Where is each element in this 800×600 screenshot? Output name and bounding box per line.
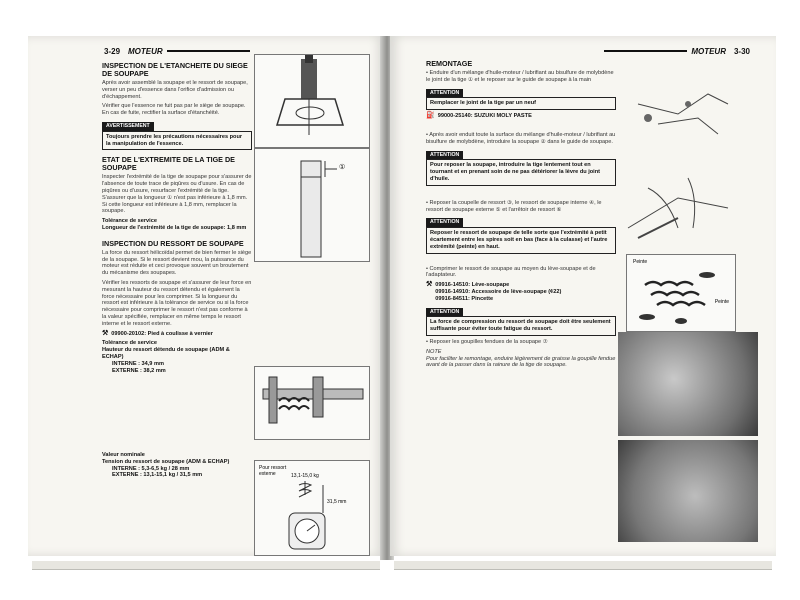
paragraph: Après avoir assemblé la soupape et le ressort de soupape, verser un peu d'essence dans l'orifice d'admission ou d'échappement. [102, 80, 248, 100]
nominal-internal: INTERNE : 5,3-6,5 kg / 28 mm [112, 465, 190, 472]
bullet-step: • Enduire d'un mélange d'huile-moteur / lubrifiant au bisulfure de molybdène le joint de la tige ① et le reposer sur le guide de soupape à la main [426, 70, 616, 84]
caliper-illustration [255, 367, 369, 439]
lubricant-text: 99000-25140: SUZUKI MOLY PASTE [437, 113, 532, 120]
tool-text: 09916-84511: Pincette [435, 295, 494, 302]
gauge-length: 31,5 mm [327, 499, 347, 505]
left-text-column [102, 58, 252, 377]
figure-stem-end [254, 148, 370, 262]
bullet-step: • Comprimer le ressort de soupape au moyen du lève-soupape et de l'adaptateur. [426, 266, 616, 280]
photo-cotter-install [618, 440, 758, 542]
attention-box: Pour reposer la soupape, introduire la tige lentement tout en tournant et en prenant soin de ne pas détériorer la lèvre du joint d'huile. [426, 159, 616, 185]
left-page-header [100, 44, 250, 58]
tool-line [102, 331, 252, 338]
heading-stem-end: ETAT DE L'EXTREMITE DE LA TIGE DE SOUPAPE [102, 155, 235, 173]
left-nominal-block [102, 452, 252, 479]
lubricant-line [426, 113, 616, 120]
callout-number: ① [339, 164, 346, 171]
paragraph: Vérifier les ressorts de soupape et s'assurer de leur force en mesurant la hauteur du ressort détendu et également la force nécessaire pour les comprimer. Si la longueur du ressort est inférieure à la tolérance de service ou si la force nécessaire pour comprimer le ressort n'est pas conforme à la valeur spécifiée, remplacer en même temps le ressort interne et le ressort externe. [102, 279, 252, 327]
paragraph: Inspecter l'extrémité de la tige de soupape pour s'assurer de l'absence de toute trace de piqûres ou d'usure. En cas de piqûres ou d'usure, resurfacer l'extrémité de la tige. S'assurer que la longueur ① n'est pas inférieure à 1,8 mm. Si cette longueur est inférieure à 1,8 mm, remplacer la soupape. [102, 174, 252, 215]
tool-icon: ⚒ [102, 329, 109, 337]
photo-valve-lifter [618, 332, 758, 436]
attention-box: Remplacer le joint de la tige par un neuf [426, 97, 616, 110]
left-page-number: 3-29 [104, 46, 121, 56]
page-edge-right [394, 561, 772, 570]
spring-stack-illustration [627, 255, 735, 331]
page-edge-left [32, 561, 380, 570]
attention-box: La force de compression du ressort de soupape doit être seulement suffisante pour éviter toute fatigue du ressort. [426, 316, 616, 336]
attention-tag: ATTENTION [426, 89, 463, 98]
header-rule [604, 50, 687, 52]
tolerance-external: EXTERNE : 38,2 mm [112, 367, 166, 374]
lubricant-icon: ⛽ [426, 112, 435, 120]
right-page-header [604, 44, 754, 58]
left-section-title: MOTEUR [128, 46, 163, 56]
figure-valve-insert [618, 168, 738, 256]
tolerance-label: Tolérance de service [102, 340, 157, 347]
attention-box: Reposer le ressort de soupape de telle sorte que l'extrémité à petit écartement entre les spires soit en bas (face à la culasse) et l'autre extrémité (peinte) en haut. [426, 227, 616, 253]
tool-text: 09916-14510: Lève-soupape [435, 282, 510, 289]
bullet-step: • Après avoir enduit toute la surface du mélange d'huile-moteur / lubrifiant au bisulfure de molybdène, introduire la soupape ② dans le guide de soupape. [426, 132, 616, 146]
valve-insert-illustration [618, 168, 738, 256]
figure-seat-test [254, 54, 370, 148]
note-label: NOTE [426, 348, 442, 355]
tool-text: 09916-14910: Accessoire de lève-soupape (¢22) [435, 288, 562, 295]
paint-label-bottom: Peinte [714, 299, 729, 305]
seat-test-illustration [255, 55, 369, 147]
paint-label-top: Peinte [633, 259, 648, 265]
heading-seat-tightness: INSPECTION DE L'ETANCHEITE DU SIEGE DE SOUPAPE [102, 61, 248, 78]
right-text-column [426, 56, 616, 369]
right-page [390, 36, 776, 556]
tool-list [426, 282, 616, 302]
warning-box: Toujours prendre les précautions nécessaires pour la manipulation de l'essence. [102, 131, 252, 151]
tolerance-label: Tolérance de service [102, 218, 157, 225]
warning-tag: AVERTISSEMENT [102, 122, 154, 131]
attention-tag: ATTENTION [426, 308, 463, 317]
tolerance-value: Hauteur du ressort détendu de soupape (ADM & ECHAP) [102, 347, 230, 360]
figure-stem-seal [618, 74, 738, 152]
gauge-caption: Pour ressort externe [259, 465, 287, 477]
left-page [28, 36, 384, 556]
nominal-external: EXTERNE : 13,1-15,1 kg / 31,5 mm [112, 472, 203, 479]
attention-tag: ATTENTION [426, 218, 463, 227]
gauge-force: 13,1-15,0 kg [291, 473, 319, 479]
paragraph: Vérifier que l'essence ne fuit pas par le siège de soupape. En cas de fuite, rectifier la surface d'étanchéité. [102, 103, 246, 117]
right-page-number: 3-30 [733, 46, 750, 56]
tool-icon: ⚒ [426, 281, 433, 289]
open-manual [28, 36, 778, 564]
nominal-label: Valeur nominale [102, 452, 145, 458]
paragraph: La force du ressort hélicoïdal permet de bien fermer le siège de la soupape. Si le ressort devient mou, la puissance du moteur est réduite et ceci provoque souvent un broutement du mécanisme des soupapes. [102, 249, 252, 277]
right-section-title: MOTEUR [691, 46, 726, 56]
figure-spring-tester [254, 460, 370, 556]
attention-tag: ATTENTION [426, 151, 463, 160]
stem-end-illustration [255, 149, 369, 261]
header-rule [167, 50, 250, 52]
figure-caliper [254, 366, 370, 440]
note-text: Pour faciliter le remontage, enduire légèrement de graisse la goupille fendue avant de la passer dans la rainure de la tige de soupape. [426, 355, 616, 369]
tolerance-internal: INTERNE : 34,9 mm [112, 360, 164, 367]
heading-reassembly: REMONTAGE [426, 59, 473, 68]
tool-text: 09900-20102: Pied à coulisse à vernier [111, 330, 213, 337]
heading-spring-inspection: INSPECTION DU RESSORT DE SOUPAPE [102, 238, 244, 248]
bullet-step: • Reposer les goupilles fendues de la soupape ⑦ [426, 339, 616, 346]
tolerance-value: Longueur de l'extrémité de la tige de soupape: 1,8 mm [102, 224, 247, 231]
figure-spring-stack [626, 254, 736, 332]
stem-seal-illustration [618, 74, 738, 152]
nominal-value: Tension du ressort de soupape (ADM & ECHAP) [102, 458, 230, 465]
bullet-step: • Reposer la coupelle de ressort ③, le ressort de soupape interne ④, le ressort de soupape externe ⑤ et l'arrêtoir de ressort ⑥ [426, 200, 616, 214]
